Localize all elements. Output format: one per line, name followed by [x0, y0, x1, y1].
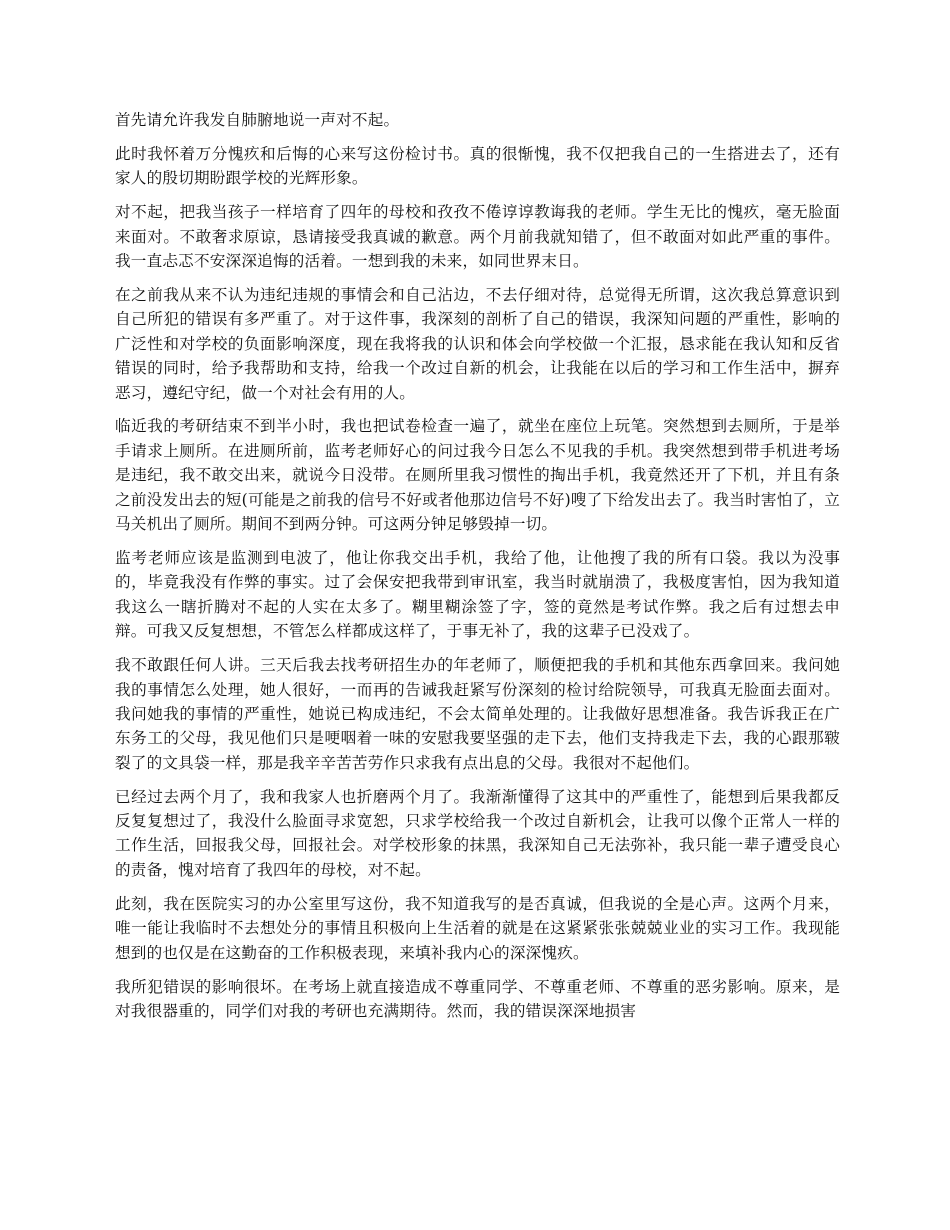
paragraph: 我不敢跟任何人讲。三天后我去找考研招生办的年老师了，顺便把我的手机和其他东西拿回来。我问她我的事情怎么处理，她人很好，一而再的告诫我赶紧写份深刻的检讨给院领导，可我真无脸面去面对。我问她我的事情的严重性，她说已构成违纪，不会太简单处理的。让我做好思想准备。我告诉我正在广东务工的父母，我见他们只是哽咽着一味的安慰我要坚强的走下去，他们支持我走下去，我的心跟那皲裂了的文具袋一样，那是我辛辛苦苦劳作只求我有点出息的父母。我很对不起他们。: [115, 656, 840, 772]
document-body: [115, 108, 840, 1033]
paragraph: 对不起，把我当孩子一样培育了四年的母校和孜孜不倦谆谆教诲我的老师。学生无比的愧疚，毫无脸面来面对。不敢奢求原谅，恳请接受我真诚的歉意。两个月前我就知错了，但不敢面对如此严重的事件。我一直忐忑不安深深追悔的活着。一想到我的未来，如同世界末日。: [115, 203, 840, 271]
paragraph: 我所犯错误的影响很坏。在考场上就直接造成不尊重同学、不尊重老师、不尊重的恶劣影响。原来，是对我很器重的，同学们对我的考研也充满期待。然而，我的错误深深地损害: [115, 977, 840, 1020]
paragraph: 已经过去两个月了，我和我家人也折磨两个月了。我渐渐懂得了这其中的严重性了，能想到后果我都反反复复想过了，我没什么脸面寻求宽恕，只求学校给我一个改过自新机会，让我可以像个正常人一样的工作生活，回报我父母，回报社会。对学校形象的抹黑，我深知自己无法弥补，我只能一辈子遭受良心的责备，愧对培育了我四年的母校，对不起。: [115, 787, 840, 879]
paragraph: 监考老师应该是监测到电波了，他让你我交出手机，我给了他，让他搜了我的所有口袋。我以为没事的，毕竟我没有作弊的事实。过了会保安把我带到审讯室，我当时就崩溃了，我极度害怕，因为我知道我这么一瞎折腾对不起的人实在太多了。糊里糊涂签了字，签的竟然是考试作弊。我之后有过想去申辩。可我又反复想想，不管怎么样都成这样了，于事无补了，我的这辈子已没戏了。: [115, 549, 840, 641]
paragraph: 此时我怀着万分愧疚和后悔的心来写这份检讨书。真的很惭愧，我不仅把我自己的一生搭进去了，还有家人的殷切期盼跟学校的光辉形象。: [115, 144, 840, 188]
paragraph: 在之前我从来不认为违纪违规的事情会和自己沾边，不去仔细对待，总觉得无所谓，这次我总算意识到自己所犯的错误有多严重了。对于这件事，我深刻的剖析了自己的错误，我深知问题的严重性，影响的广泛性和对学校的负面影响深度，现在我将我的认识和体会向学校做一个汇报，恳求能在我认知和反省错误的同时，给予我帮助和支持，给我一个改过自新的机会，让我能在以后的学习和工作生活中，摒弃恶习，遵纪守纪，做一个对社会有用的人。: [115, 285, 840, 402]
paragraph: 临近我的考研结束不到半小时，我也把试卷检查一遍了，就坐在座位上玩笔。突然想到去厕所，于是举手请求上厕所。在进厕所前，监考老师好心的问过我今日怎么不见我的手机。我突然想到带手机进考场是违纪，我不敢交出来，就说今日没带。在厕所里我习惯性的掏出手机，我竟然还开了下机，并且有条之前没发出去的短(可能是之前我的信号不好或者他那边信号不好)嗖了下给发出去了。我当时害怕了，立马关机出了厕所。期间不到两分钟。可这两分钟足够毁掉一切。: [115, 417, 840, 534]
paragraph: 此刻，我在医院实习的办公室里写这份，我不知道我写的是否真诚，但我说的全是心声。这两个月来，唯一能让我临时不去想处分的事情且积极向上生活着的就是在这紧紧张张兢兢业业的实习工作。我现能想到的也仅是在这勤奋的工作积极表现，来填补我内心的深深愧疚。: [115, 894, 840, 962]
paragraph: 首先请允许我发自肺腑地说一声对不起。: [115, 111, 400, 129]
